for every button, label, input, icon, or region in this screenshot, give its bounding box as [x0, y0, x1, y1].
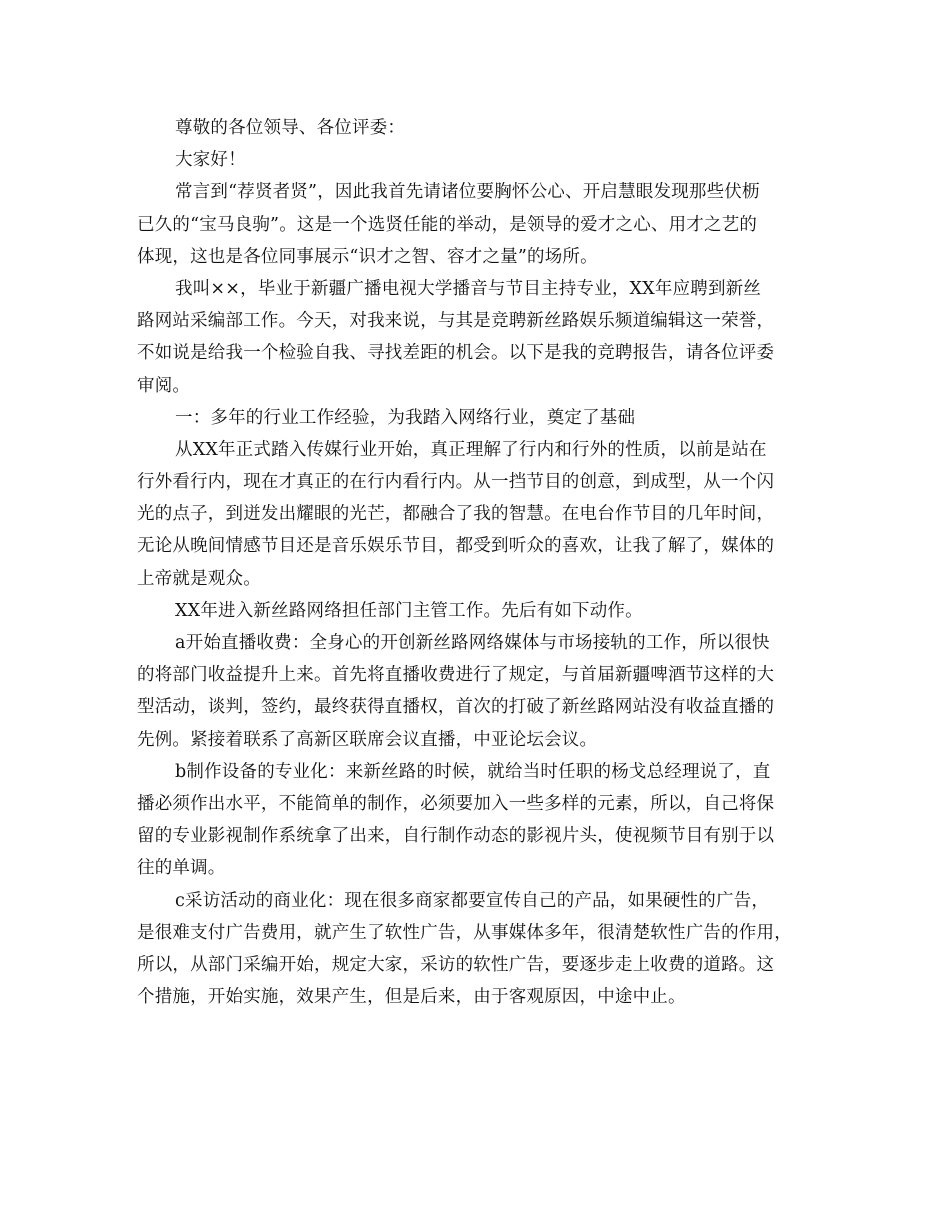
text-line: 常言到“荐贤者贤”，因此我首先请诸位要胸怀公心、开启慧眼发现那些伏枥 — [175, 182, 760, 203]
text-line: 无论从晚间情感节目还是音乐娱乐节目，都受到听众的喜欢，让我了解了，媒体的 — [137, 536, 775, 557]
text-line: 路网站采编部工作。今天，对我来说，与其是竞聘新丝路娱乐频道编辑这一荣誉， — [137, 311, 775, 332]
document-body — [137, 112, 830, 1013]
text-line: 的将部门收益提升上来。首先将直播收费进行了规定，与首届新疆啤酒节这样的大 — [137, 665, 775, 686]
text-line: 已久的“宝马良驹”。这是一个选贤任能的举动，是领导的爱才之心、用才之艺的 — [137, 214, 758, 235]
text-line: 审阅。 — [137, 375, 191, 396]
text-line: a开始直播收费：全身心的开创新丝路网络媒体与市场接轨的工作，所以很快 — [175, 633, 770, 653]
text-line: 是很难支付广告费用，就产生了软性广告，从事媒体多年，很清楚软性广告的作用， — [137, 922, 792, 943]
text-line: 上帝就是观众。 — [137, 568, 261, 589]
text-line: 所以，从部门采编开始，规定大家，采访的软性广告，要逐步走上收费的道路。这 — [137, 954, 775, 975]
text-line: 个措施，开始实施，效果产生，但是后来，由于客观原因，中途中止。 — [137, 987, 686, 1008]
text-line: 光的点子，到迸发出耀眼的光芒，都融合了我的智慧。在电台作节目的几年时间， — [137, 504, 775, 525]
text-line: 不如说是给我一个检验自我、寻找差距的机会。以下是我的竞聘报告，请各位评委 — [137, 343, 775, 364]
text-line: 型活动，谈判，签约，最终获得直播权，首次的打破了新丝路网站没有收益直播的 — [137, 697, 775, 718]
text-line: 大家好！ — [175, 150, 246, 171]
text-line: b制作设备的专业化：来新丝路的时候，就给当时任职的杨戈总经理说了，直 — [175, 761, 771, 782]
text-line: 播必须作出水平，不能简单的制作，必须要加入一些多样的元素，所以，自己将保 — [137, 793, 775, 814]
text-line: 我叫××，毕业于新疆广播电视大学播音与节目主持专业，XX年应聘到新丝 — [175, 278, 762, 299]
text-line: 从XX年正式踏入传媒行业开始，真正理解了行内和行外的性质，以前是站在 — [175, 439, 767, 460]
text-line: 先例。紧接着联系了高新区联席会议直播，中亚论坛会议。 — [137, 729, 598, 750]
text-line: XX年进入新丝路网络担任部门主管工作。先后有如下动作。 — [175, 600, 643, 621]
text-line: 留的专业影视制作系统拿了出来，自行制作动态的影视片头，使视频节目有别于以 — [137, 826, 775, 847]
text-line: 行外看行内，现在才真正的在行内看行内。从一挡节目的创意，到成型，从一个闪 — [137, 472, 775, 493]
text-line: 尊敬的各位领导、各位评委： — [175, 118, 406, 138]
text-line: 体现，这也是各位同事展示“识才之智、容才之量”的场所。 — [137, 246, 598, 267]
text-line: 一：多年的行业工作经验，为我踏入网络行业，奠定了基础 — [175, 407, 636, 428]
text-line: 往的单调。 — [137, 858, 226, 879]
text-line: c采访活动的商业化：现在很多商家都要宣传自己的产品，如果硬性的广告， — [175, 890, 770, 911]
